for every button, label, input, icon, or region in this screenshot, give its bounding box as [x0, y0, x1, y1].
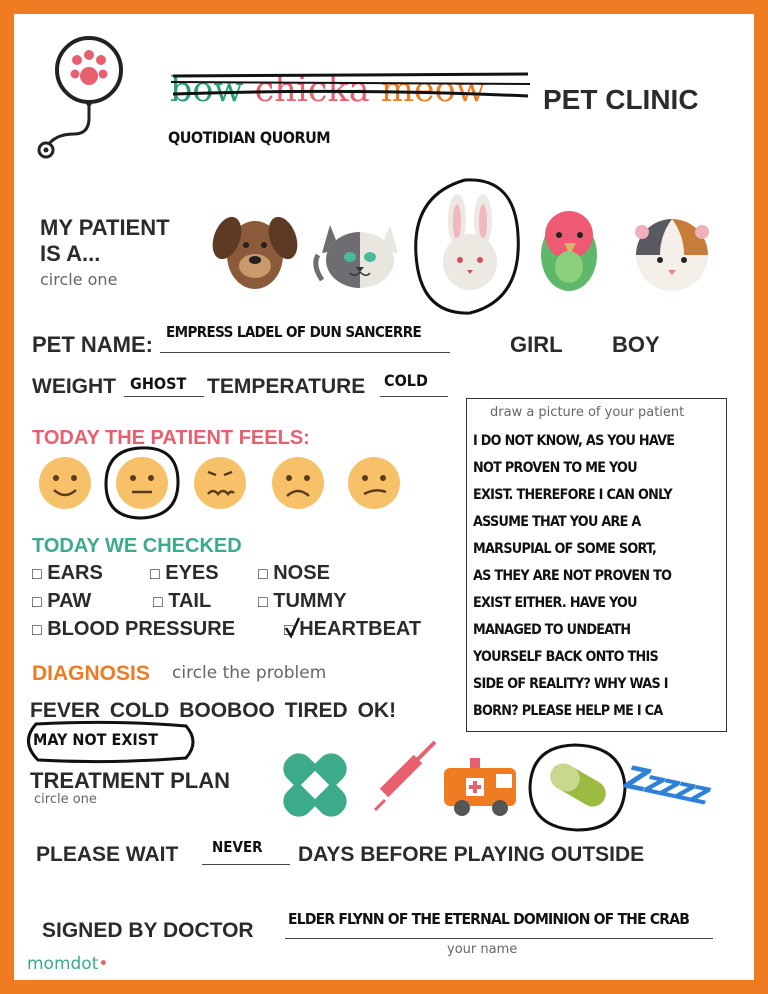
signature-line [285, 938, 713, 939]
pet-name-value[interactable]: EMPRESS LADEL OF DUN SANCERRE [166, 323, 422, 341]
temperature-label: TEMPERATURE [207, 375, 366, 398]
check-eyes[interactable]: □ EYES [150, 562, 219, 584]
pet-name-label: PET NAME: [32, 332, 153, 357]
treatment-instruction: circle one [34, 792, 97, 807]
sad-face-icon[interactable] [272, 457, 324, 509]
check-nose[interactable]: □ NOSE [258, 562, 330, 584]
weight-line [124, 396, 204, 397]
patient-instruction: circle one [40, 270, 118, 289]
weight-value[interactable]: GHOST [130, 374, 187, 393]
heartbeat-checkmark-icon [283, 616, 303, 640]
bandage-icon[interactable] [275, 745, 355, 825]
check-tail[interactable]: □ TAIL [153, 590, 212, 612]
feels-heading: TODAY THE PATIENT FEELS: [32, 427, 310, 449]
neutral-face-circle-mark [100, 442, 185, 524]
signature-caption: your name [447, 942, 518, 957]
drawing-prompt: draw a picture of your patient [490, 405, 685, 420]
wait-label: PLEASE WAIT [36, 843, 179, 866]
page-title: PET CLINIC [543, 84, 699, 115]
diagnosis-fever[interactable]: FEVER [30, 699, 101, 722]
guinea-pig-icon[interactable] [630, 210, 715, 295]
diagnosis-heading: DIAGNOSIS [32, 662, 150, 685]
signature-value[interactable]: ELDER FLYNN OF THE ETERNAL DOMINION OF THE CRAB [288, 910, 690, 928]
brand-name: bow chicka meow [170, 70, 486, 110]
check-tummy[interactable]: □ TUMMY [258, 590, 347, 612]
bird-icon[interactable] [532, 205, 607, 295]
worried-face-icon[interactable] [194, 457, 246, 509]
check-blood-pressure[interactable]: □ BLOOD PRESSURE [32, 618, 236, 640]
signature-label: SIGNED BY DOCTOR [42, 919, 254, 942]
temperature-value[interactable]: COLD [384, 371, 428, 390]
syringe-icon[interactable] [365, 740, 440, 820]
dog-icon[interactable] [210, 200, 300, 295]
confused-face-icon[interactable] [348, 457, 400, 509]
wait-suffix: DAYS BEFORE PLAYING OUTSIDE [298, 843, 645, 866]
diagnosis-tired[interactable]: TIRED [284, 699, 348, 722]
pill-circle-mark [525, 740, 630, 835]
girl-option[interactable]: GIRL [510, 332, 563, 357]
boy-option[interactable]: BOY [612, 332, 660, 357]
diagnosis-instruction: circle the problem [172, 663, 327, 683]
sleep-icon[interactable]: Zzzzz [622, 758, 711, 813]
weight-label: WEIGHT [32, 375, 116, 398]
bunny-circle-mark [410, 175, 525, 320]
temperature-line [380, 396, 448, 397]
wait-value[interactable]: NEVER [212, 838, 263, 856]
stethoscope-logo-icon [34, 30, 144, 165]
handwritten-subtitle: QUOTIDIAN QUORUM [168, 128, 331, 147]
momdot-logo: momdot• [27, 954, 109, 974]
feeling-faces [30, 450, 410, 520]
wait-line [202, 864, 290, 865]
brand-scribble [168, 66, 533, 111]
check-ears[interactable]: □ EARS [32, 562, 103, 584]
drawing-text: I DO NOT KNOW, AS YOU HAVE NOT PROVEN TO ME YOU EXIST. THEREFORE I CAN ONLY ASSUME THAT YOU ARE A MARSUPIAL OF SOME SORT, AS THEY ARE NOT PROVEN TO EXIST EITHER. HAVE YOU MANAGED TO UNDEATH YOURSELF BACK ONTO THIS SIDE OF REALITY? WHY WAS I BORN? PLEASE HELP ME I CA [473, 433, 675, 719]
happy-face-icon[interactable] [39, 457, 91, 509]
diagnosis-ok[interactable]: OK! [357, 699, 397, 722]
cat-icon[interactable] [312, 205, 407, 295]
ambulance-icon[interactable] [440, 748, 525, 820]
patient-label: MY PATIENT IS A... [40, 215, 170, 266]
diagnosis-cold[interactable]: COLD [109, 699, 170, 722]
treatment-heading: TREATMENT PLAN [30, 768, 231, 793]
diagnosis-handwritten[interactable]: MAY NOT EXIST [33, 730, 158, 749]
checked-heading: TODAY WE CHECKED [32, 535, 242, 557]
pet-name-line [160, 352, 450, 353]
check-paw[interactable]: □ PAW [32, 590, 92, 612]
check-heartbeat[interactable]: □ HEARTBEAT [284, 618, 422, 640]
diagnosis-booboo[interactable]: BOOBOO [179, 699, 275, 722]
